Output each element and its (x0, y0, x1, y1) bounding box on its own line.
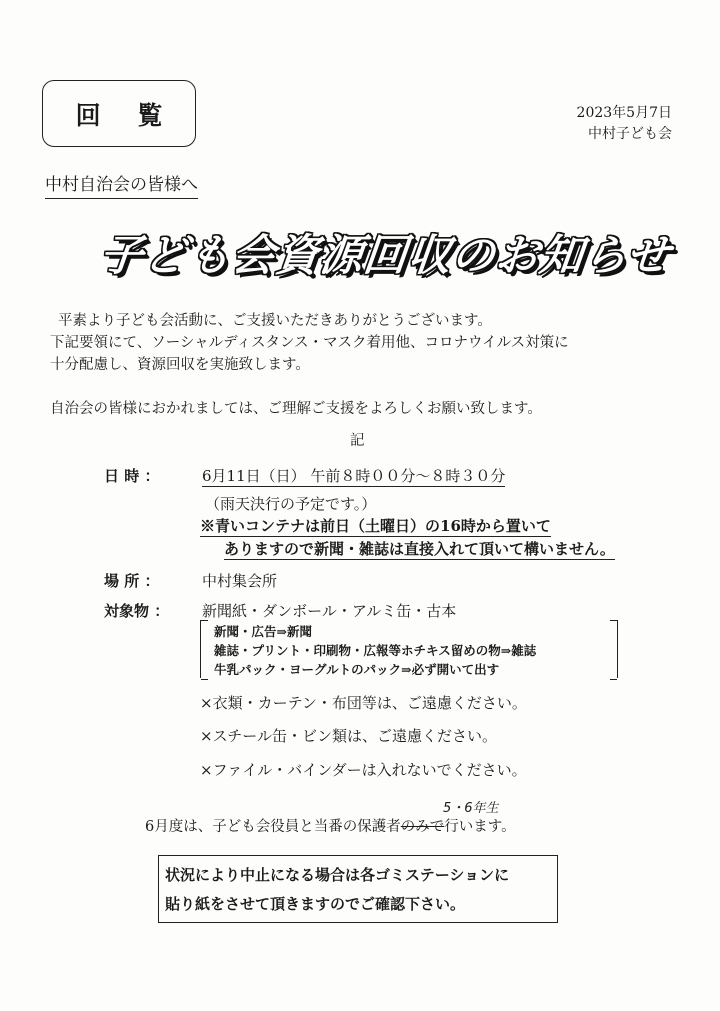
schedule-value: 6月11日（日） 午前８時００分～８時３０分 (202, 467, 506, 485)
exclusion-1: ×衣類・カーテン・布団等は、ご遠慮ください。 (200, 694, 527, 712)
staff-note-struck: のみで (400, 819, 445, 835)
location-value: 中村集会所 (202, 572, 278, 590)
items-value: 新聞紙・ダンボール・アルミ缶・古本 (202, 602, 457, 620)
intro-line-1: 平素より子ども会活動に、ご支援いただきありがとうございます。 (58, 313, 492, 329)
circulation-label: 回 覧 (75, 100, 177, 130)
staff-note (145, 816, 516, 838)
exclusion-2: ×スチール缶・ビン類は、ご遠慮ください。 (200, 727, 497, 745)
location-label: 場 所 ： (104, 572, 160, 590)
exclusion-3: ×ファイル・バインダーは入れないでください。 (200, 761, 527, 779)
rain-note: （雨天決行の予定です。） (205, 495, 377, 513)
container-note-1: ※青いコンテナは前日（土曜日）の16時から置いて (200, 517, 551, 535)
items-label: 対象物 ： (104, 602, 170, 620)
addressee: 中村自治会の皆様へ (45, 170, 198, 199)
items-detail-3: 牛乳パック・ヨーグルトのパック⇒必ず開いて出す (214, 662, 500, 677)
staff-note-after: 行います。 (444, 819, 516, 835)
intro-line-4: 自治会の皆様におかれましては、ご理解ご支援をよろしくお願い致します。 (50, 401, 542, 417)
staff-note-before: 6月度は、子ども会役員と当番の保護者 (145, 819, 401, 835)
notice-line-1: 状況により中止になる場合は各ゴミステーションに (165, 866, 510, 884)
ki-heading: 記 (350, 433, 365, 449)
intro-line-3: 十分配慮し、資源回収を実施致します。 (50, 357, 310, 373)
items-detail-2: 雑誌・プリント・印刷物・広報等ホチキス留めの物⇒雑誌 (214, 643, 537, 658)
issue-date: 2023年5月7日 (576, 105, 672, 121)
notice-line-2: 貼り紙をさせて頂きますのでご確認下さい。 (165, 895, 466, 913)
handwritten-correction: 5・6年生 (443, 801, 499, 816)
circulation-stamp-box (42, 80, 196, 147)
issuer-organization: 中村子ども会 (588, 126, 672, 142)
schedule-label: 日 時 ： (104, 467, 160, 485)
cancellation-notice-box (158, 855, 558, 923)
items-detail-1: 新聞・広告⇒新聞 (214, 624, 312, 639)
intro-line-2: 下記要領にて、ソーシャルディスタンス・マスク着用他、コロナウイルス対策に (50, 335, 569, 351)
document-title: 子ども会資源回収のお知らせ (97, 231, 673, 281)
container-note-2: ありますので新聞・雑誌は直接入れて頂いて構いません。 (224, 540, 615, 558)
